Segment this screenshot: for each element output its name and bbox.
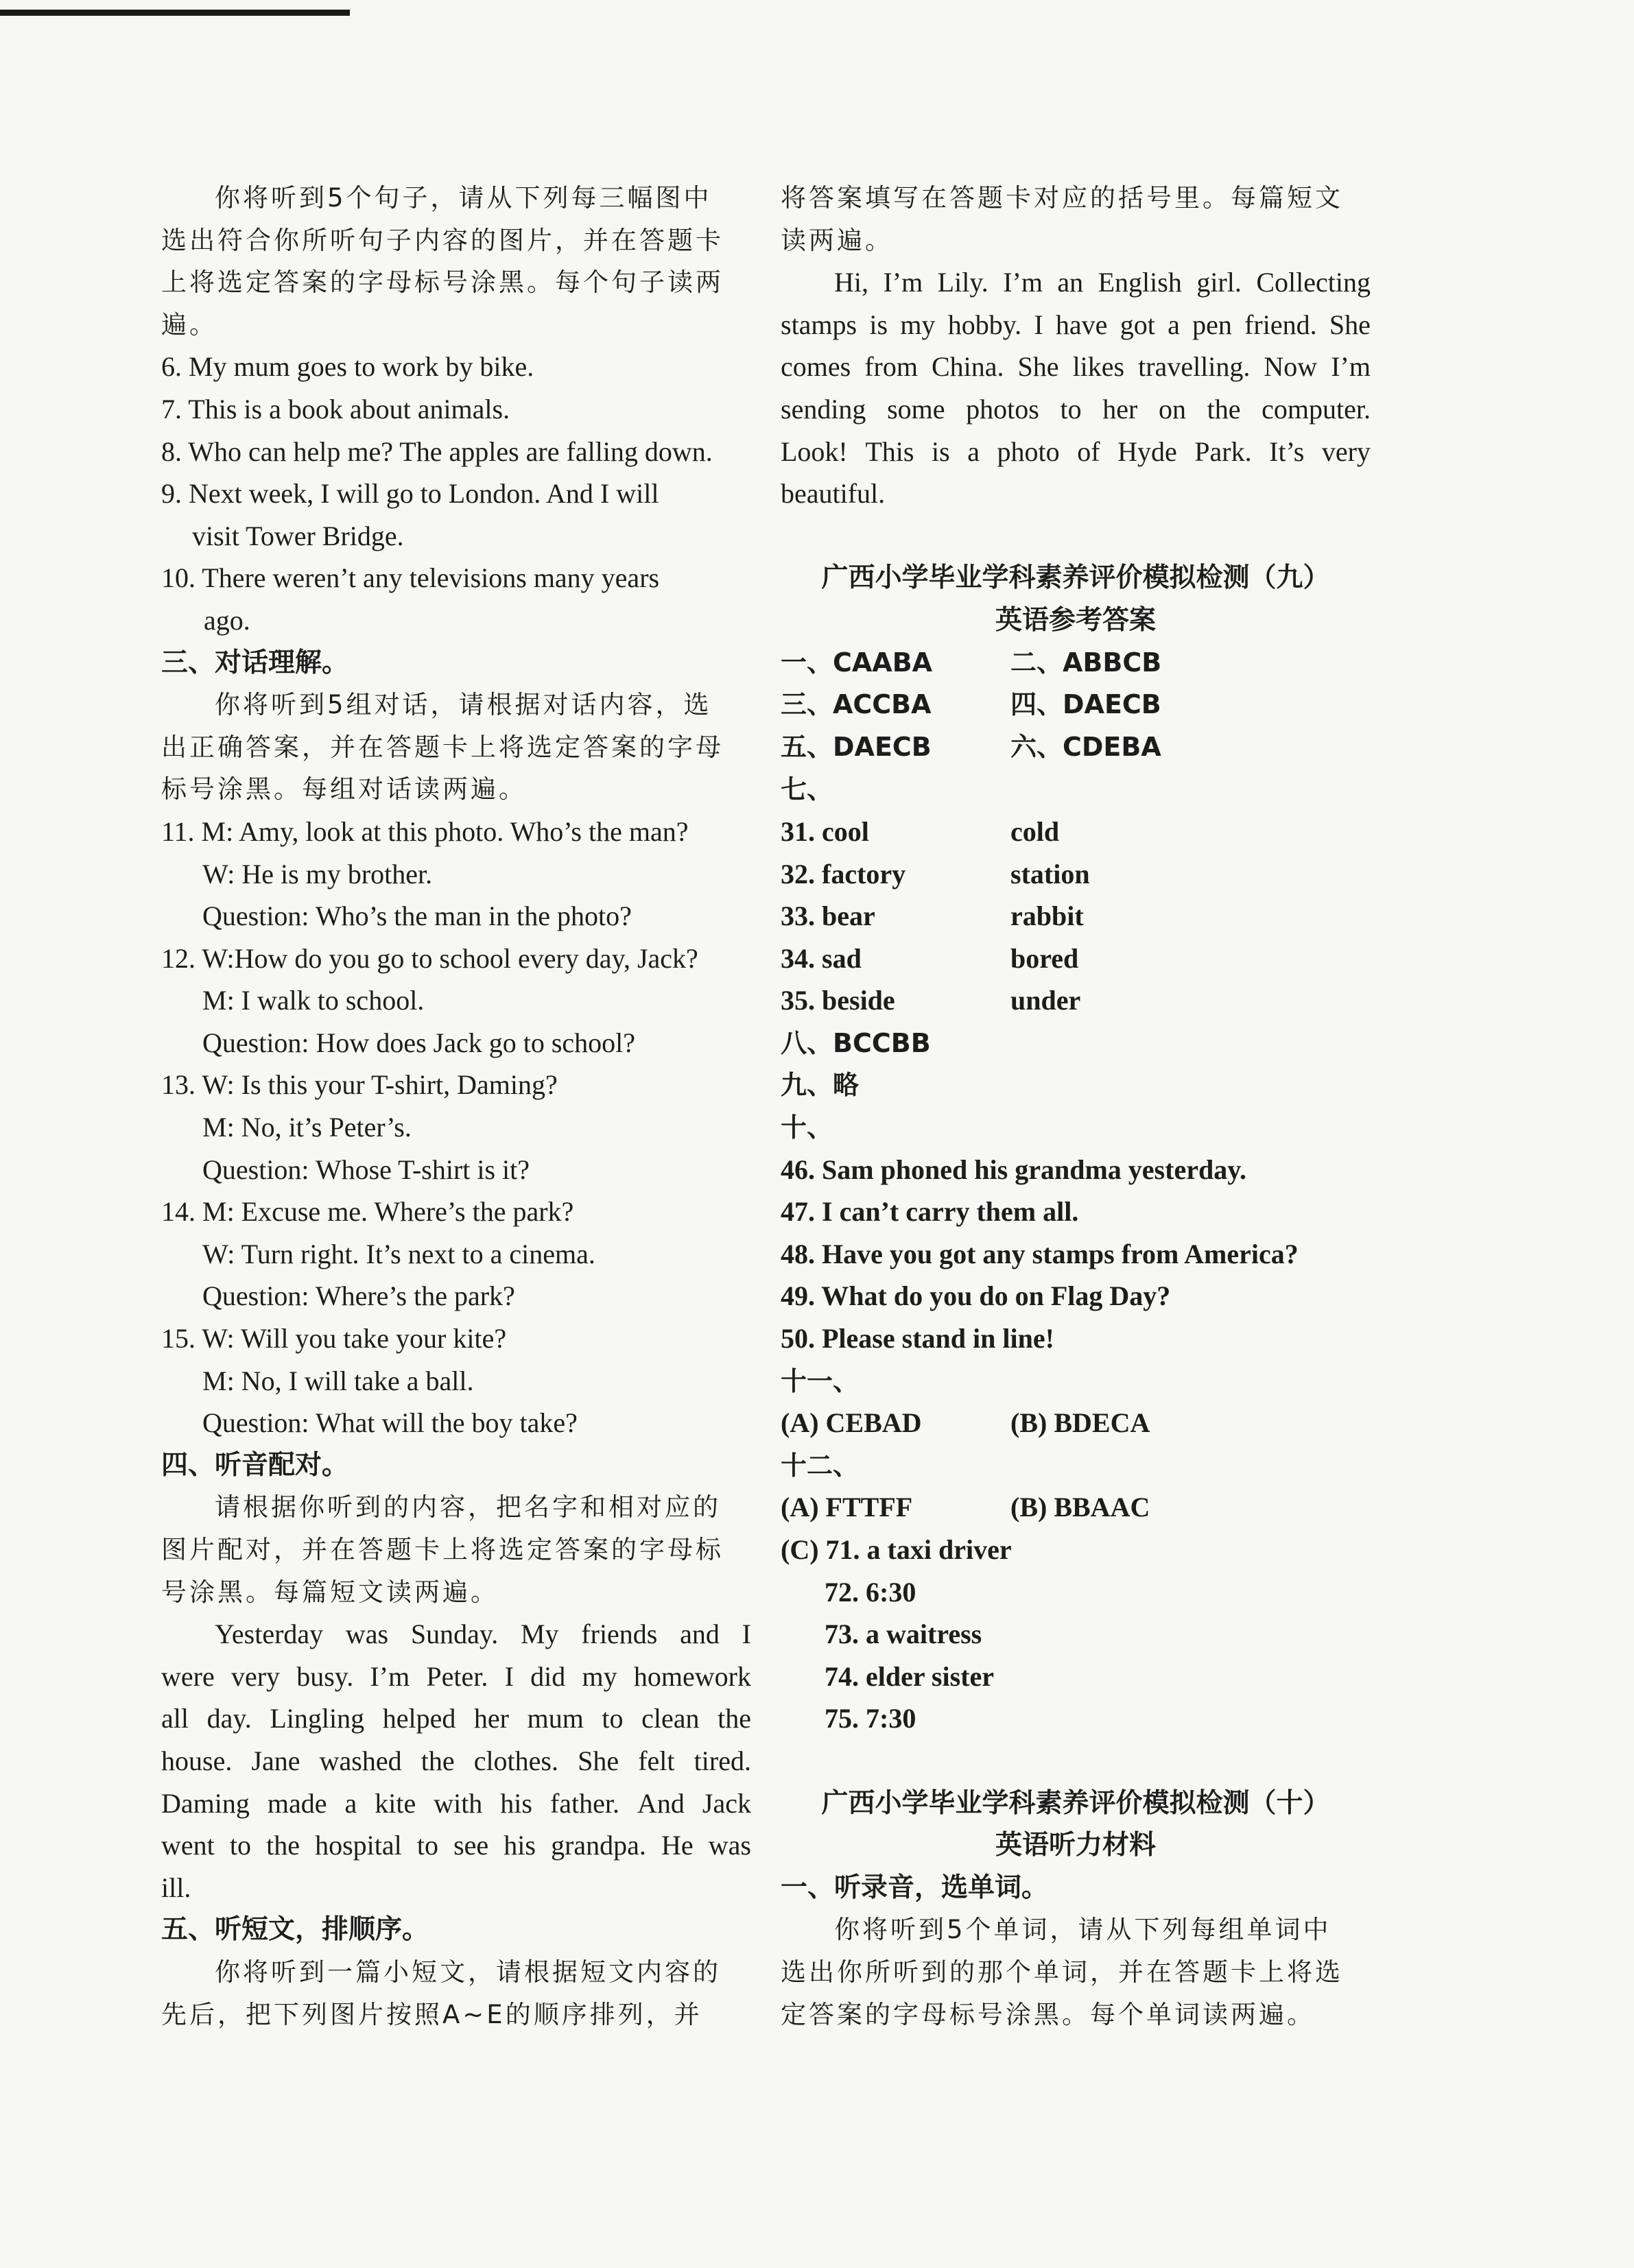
word: were — [161, 1660, 215, 1692]
word: pen — [1192, 309, 1232, 340]
word: busy. — [296, 1660, 354, 1692]
dialog-question: Question: How does Jack go to school? — [202, 1027, 636, 1058]
word: did — [530, 1660, 566, 1692]
answer-row — [781, 726, 1371, 769]
word: travelling. — [1138, 351, 1251, 383]
section-intro: 图片配对，并在答题卡上将选定答案的字母标 — [161, 1535, 724, 1564]
word: to — [416, 1830, 438, 1861]
word: tired. — [694, 1745, 751, 1776]
word: I’m — [1331, 351, 1371, 383]
word: clothes. — [473, 1745, 558, 1776]
word: Jane — [251, 1745, 300, 1776]
word: Lingling — [270, 1703, 365, 1734]
word: kite — [375, 1787, 416, 1819]
passage-line — [161, 1613, 751, 1656]
section-intro: 将答案填写在答题卡对应的括号里。每篇短文 — [781, 183, 1343, 213]
word: I’m — [1003, 267, 1043, 298]
word: all — [161, 1703, 189, 1734]
word: very — [230, 1660, 281, 1692]
word: her — [473, 1703, 509, 1734]
section-intro: 出正确答案，并在答题卡上将选定答案的字母 — [161, 732, 724, 762]
answer-section-label: 十一、 — [781, 1365, 860, 1396]
word: sending — [781, 393, 866, 425]
answer-item: station — [1010, 858, 1090, 890]
dialog-line: 15. W: Will you take your kite? — [161, 1323, 507, 1354]
word: mum — [527, 1703, 584, 1734]
passage-line — [781, 261, 1371, 304]
word: washed — [319, 1745, 402, 1776]
answer-sentence: 47. I can’t carry them all. — [781, 1196, 1079, 1228]
word: to — [602, 1703, 624, 1734]
dialog-line: M: No, I will take a ball. — [202, 1365, 474, 1396]
answer-item: 二、ABBCB — [1010, 647, 1162, 678]
answer-item: 五、DAECB — [781, 731, 932, 762]
section-title: 一、听录音，选单词。 — [781, 1872, 1049, 1903]
left-column — [161, 177, 751, 2036]
intro-line: 你将听到5个句子，请从下列每三幅图中 — [215, 183, 712, 213]
section-title: 三、对话理解。 — [161, 647, 349, 678]
word: the — [266, 1830, 300, 1861]
section-intro: 选出你所听到的那个单词，并在答题卡上将选 — [781, 1957, 1343, 1987]
section-intro: 你将听到5个单词，请从下列每组单词中 — [834, 1915, 1331, 1945]
word: my — [900, 309, 936, 340]
word: Collecting — [1256, 267, 1371, 298]
word: homework — [633, 1660, 751, 1692]
answer-key-title: 广西小学毕业学科素养评价模拟检测（九） — [821, 562, 1330, 594]
dialog-line: 12. W:How do you go to school every day, Jack? — [161, 942, 698, 974]
sentence-item: 8. Who can help me? The apples are falling down. — [161, 435, 713, 467]
answer-item: 六、CDEBA — [1010, 731, 1161, 762]
dialog-line: 11. M: Amy, look at this photo. Who’s the man? — [161, 815, 689, 847]
section-intro: 读两遍。 — [781, 225, 893, 255]
word: very — [1321, 435, 1371, 467]
answer-sentence: 48. Have you got any stamps from America? — [781, 1238, 1299, 1269]
word: hospital — [315, 1830, 402, 1861]
passage-line — [161, 1740, 751, 1782]
word: the — [718, 1703, 751, 1734]
passage-line — [781, 304, 1371, 346]
passage-line — [781, 431, 1371, 473]
word: friend. — [1244, 309, 1317, 340]
dialog-question: Question: Where’s the park? — [202, 1280, 515, 1312]
passage-line — [781, 388, 1371, 431]
dialog-line: M: I walk to school. — [202, 985, 425, 1016]
word: I — [742, 1619, 751, 1650]
word: have — [1055, 309, 1108, 340]
section-intro: 先后，把下列图片按照A~E的顺序排列，并 — [161, 1999, 702, 2029]
word: Lily. — [937, 267, 988, 298]
section-title: 五、听短文，排顺序。 — [161, 1914, 429, 1946]
dialog-question: Question: Whose T-shirt is it? — [202, 1154, 530, 1185]
answer-row — [781, 811, 1371, 853]
answer-row — [781, 642, 1371, 684]
word: house. — [161, 1745, 233, 1776]
word: is — [869, 309, 888, 340]
word: to — [1060, 393, 1082, 425]
answer-sentence: 50. Please stand in line! — [781, 1323, 1054, 1354]
section-intro: 标号涂黑。每组对话读两遍。 — [161, 774, 527, 804]
answer-sentence: 46. Sam phoned his grandma yesterday. — [781, 1154, 1246, 1185]
word: his — [504, 1830, 536, 1861]
word: her — [1102, 393, 1138, 425]
dialog-line: W: He is my brother. — [202, 858, 433, 890]
answer-section-label: 七、 — [781, 774, 833, 805]
word: computer. — [1262, 393, 1371, 425]
dialog-line: M: No, it’s Peter’s. — [202, 1112, 412, 1143]
section-intro: 定答案的字母标号涂黑。每个单词读两遍。 — [781, 1999, 1315, 2029]
word: hobby. — [947, 309, 1022, 340]
answer-key-subtitle: 英语参考答案 — [995, 604, 1156, 636]
word: stamps — [781, 309, 857, 340]
word: felt — [638, 1745, 675, 1776]
word: Now — [1264, 351, 1318, 383]
word: She — [1329, 309, 1371, 340]
answer-item: 31. cool — [781, 815, 869, 847]
answer-item: bored — [1010, 942, 1079, 974]
word: girl. — [1196, 267, 1242, 298]
answer-item: 九、略 — [781, 1070, 860, 1101]
passage-line — [161, 1782, 751, 1825]
word: It’s — [1269, 435, 1305, 467]
word: friends — [581, 1619, 658, 1650]
answer-item: rabbit — [1010, 900, 1084, 932]
section-intro: 你将听到一篇小短文，请根据短文内容的 — [215, 1957, 721, 1987]
answer-section-label: 十二、 — [781, 1450, 860, 1481]
passage-line — [781, 346, 1371, 388]
word: He — [661, 1830, 694, 1861]
answer-item: (B) BBAAC — [1010, 1492, 1150, 1523]
word: his — [500, 1787, 532, 1819]
word: Jack — [702, 1787, 751, 1819]
word: This — [865, 435, 914, 467]
word: some — [887, 393, 945, 425]
answer-item: 72. 6:30 — [825, 1576, 916, 1608]
word: the — [1207, 393, 1241, 425]
answer-row — [781, 938, 1371, 980]
intro-line: 遍。 — [161, 309, 217, 339]
word: was — [708, 1830, 751, 1861]
dialog-line: 13. W: Is this your T-shirt, Daming? — [161, 1069, 558, 1101]
sentence-item: visit Tower Bridge. — [192, 520, 404, 551]
word: and — [680, 1619, 720, 1650]
word: English — [1098, 267, 1182, 298]
word: And — [637, 1787, 685, 1819]
answer-item: (A) CEBAD — [781, 1407, 922, 1439]
word: comes — [781, 351, 851, 383]
answer-item: 73. a waitress — [825, 1619, 982, 1650]
answer-row — [781, 684, 1371, 726]
word: to — [229, 1830, 251, 1861]
answer-item: (A) FTTFF — [781, 1492, 913, 1523]
intro-line: 选出符合你所听句子内容的图片，并在答题卡 — [161, 225, 724, 255]
word: clean — [641, 1703, 700, 1734]
answer-row — [781, 979, 1371, 1022]
word: was — [345, 1619, 389, 1650]
word: likes — [1072, 351, 1125, 383]
word: Daming — [161, 1787, 250, 1819]
dialog-question: Question: Who’s the man in the photo? — [202, 900, 632, 932]
answer-row — [781, 1402, 1371, 1444]
word: see — [453, 1830, 489, 1861]
word: got — [1120, 309, 1155, 340]
answer-item: 33. bear — [781, 900, 875, 932]
sentence-item: 9. Next week, I will go to London. And I will — [161, 478, 659, 510]
answer-item: 八、BCCBB — [781, 1027, 931, 1058]
word: photos — [966, 393, 1039, 425]
word: is — [931, 435, 950, 467]
section-intro: 你将听到5组对话，请根据对话内容，选 — [215, 690, 712, 720]
answer-row — [781, 895, 1371, 938]
word: the — [421, 1745, 455, 1776]
top-rule — [0, 10, 350, 16]
sentence-item: ago. — [204, 604, 250, 636]
word: Sunday. — [410, 1619, 499, 1650]
word: of — [1077, 435, 1100, 467]
word: Hi, — [834, 267, 868, 298]
word: grandpa. — [551, 1830, 646, 1861]
answer-item: cold — [1010, 815, 1060, 847]
passage-line: ill. — [161, 1872, 191, 1903]
section-intro: 号涂黑。每篇短文读两遍。 — [161, 1577, 499, 1607]
dialog-line: 14. M: Excuse me. Where’s the park? — [161, 1196, 574, 1228]
passage-line — [161, 1697, 751, 1740]
passage-line — [161, 1656, 751, 1698]
sentence-item: 6. My mum goes to work by bike. — [161, 351, 534, 383]
right-column — [781, 177, 1371, 2036]
passage-line: beautiful. — [781, 478, 886, 510]
answer-item: 35. beside — [781, 985, 895, 1016]
answer-item: under — [1010, 985, 1081, 1016]
word: I — [504, 1660, 514, 1692]
answer-item: 32. factory — [781, 858, 906, 890]
answer-item: 三、ACCBA — [781, 689, 932, 720]
dialog-line: W: Turn right. It’s next to a cinema. — [202, 1238, 595, 1269]
word: an — [1057, 267, 1084, 298]
listening-material-title: 广西小学毕业学科素养评价模拟检测（十） — [821, 1787, 1330, 1819]
word: a — [1168, 309, 1180, 340]
word: I’m — [883, 267, 923, 298]
section-title: 四、听音配对。 — [161, 1449, 349, 1481]
answer-row — [781, 853, 1371, 896]
answer-sentence: 49. What do you do on Flag Day? — [781, 1280, 1171, 1312]
word: I’m — [370, 1660, 410, 1692]
word: photo — [997, 435, 1060, 467]
sentence-item: 7. This is a book about animals. — [161, 393, 510, 425]
word: I — [1034, 309, 1043, 340]
intro-line: 上将选定答案的字母标号涂黑。每个句子读两 — [161, 267, 724, 298]
answer-item: 74. elder sister — [825, 1660, 994, 1692]
answer-row — [781, 1486, 1371, 1529]
listening-material-subtitle: 英语听力材料 — [995, 1830, 1156, 1861]
word: She — [1017, 351, 1059, 383]
answer-item: 34. sad — [781, 942, 862, 974]
word: my — [582, 1660, 617, 1692]
word: Peter. — [426, 1660, 488, 1692]
word: day. — [206, 1703, 252, 1734]
passage-line — [161, 1824, 751, 1867]
answer-item: 75. 7:30 — [825, 1703, 916, 1734]
answer-item: (B) BDECA — [1010, 1407, 1150, 1439]
word: a — [344, 1787, 357, 1819]
word: Hyde — [1117, 435, 1177, 467]
word: She — [578, 1745, 619, 1776]
answer-item: (C) 71. a taxi driver — [781, 1534, 1012, 1565]
word: My — [520, 1619, 559, 1650]
word: Park. — [1194, 435, 1252, 467]
answer-item: 一、CAABA — [781, 647, 933, 678]
sentence-item: 10. There weren’t any televisions many years — [161, 562, 660, 594]
word: with — [434, 1787, 483, 1819]
word: father. — [549, 1787, 620, 1819]
answer-item: 四、DAECB — [1010, 689, 1161, 720]
word: from — [864, 351, 918, 383]
word: went — [161, 1830, 215, 1861]
word: China. — [931, 351, 1004, 383]
word: helped — [382, 1703, 456, 1734]
word: Yesterday — [215, 1619, 324, 1650]
word: made — [267, 1787, 327, 1819]
word: Look! — [781, 435, 848, 467]
section-intro: 请根据你听到的内容，把名字和相对应的 — [215, 1492, 721, 1523]
word: a — [967, 435, 980, 467]
answer-section-label: 十、 — [781, 1112, 833, 1143]
word: on — [1158, 393, 1186, 425]
dialog-question: Question: What will the boy take? — [202, 1407, 578, 1439]
